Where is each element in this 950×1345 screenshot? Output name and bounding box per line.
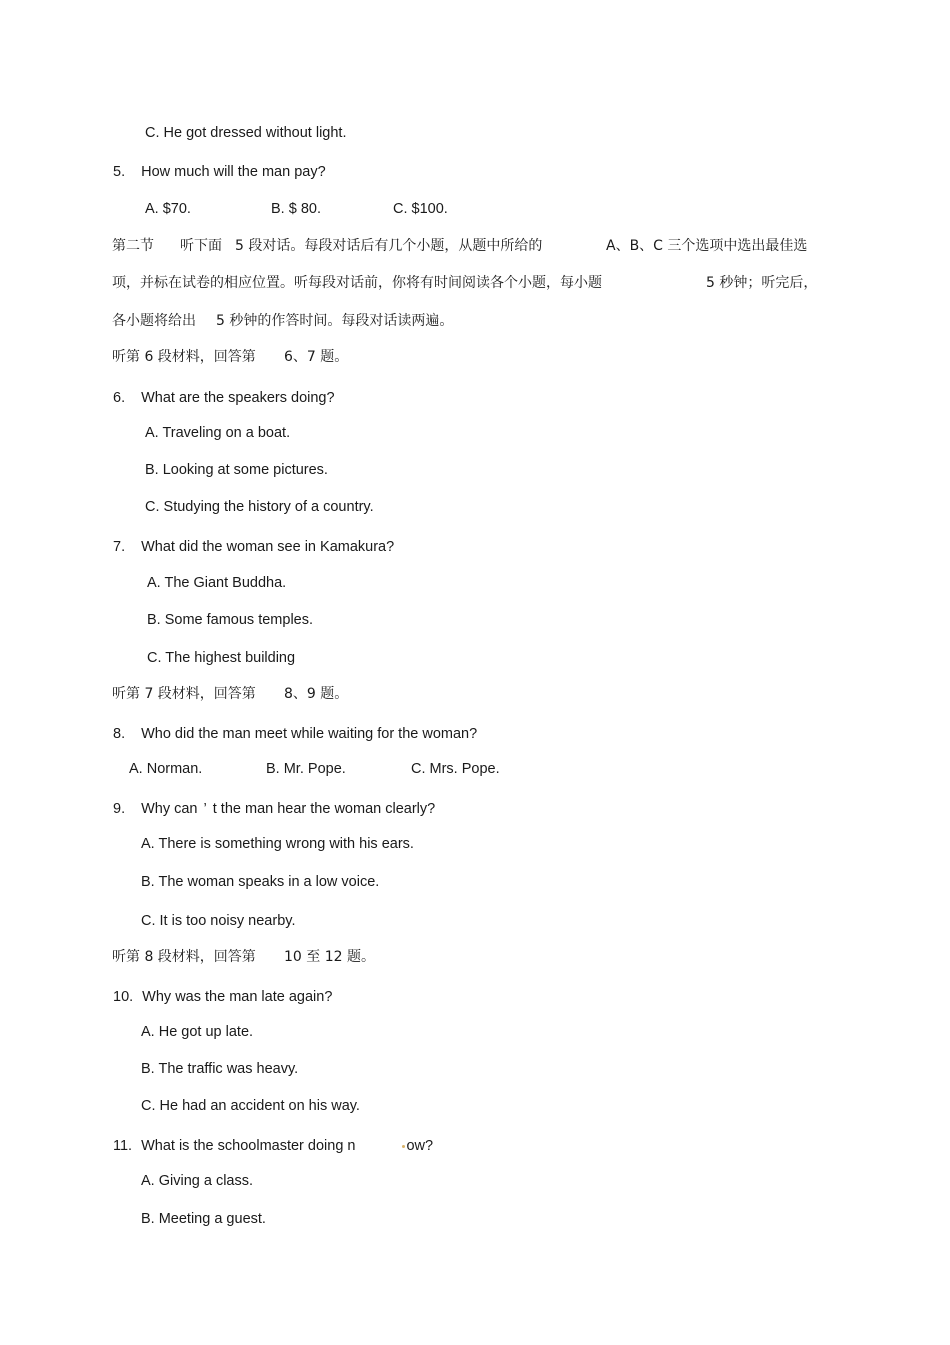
q5-text: How much will the man pay? <box>141 164 326 180</box>
q11-text-b: ow? <box>406 1138 434 1154</box>
directions-8-a: 听第 8 段材料，回答第 <box>112 949 256 965</box>
q8-option-c: C. Mrs. Pope. <box>411 761 500 777</box>
q9-option-c: C. It is too noisy nearby. <box>141 913 296 929</box>
q6-text: What are the speakers doing? <box>141 390 335 406</box>
q7-option-c: C. The highest building <box>147 650 296 666</box>
q8-option-b: B. Mr. Pope. <box>266 761 346 777</box>
q7-option-b: B. Some famous temples. <box>147 612 314 628</box>
q8-number: 8. <box>113 726 126 742</box>
q10-number: 10. <box>113 989 134 1005</box>
q11-number: 11. <box>113 1138 133 1154</box>
directions-7-a: 听第 7 段材料，回答第 <box>112 686 256 702</box>
directions-6-a: 听第 6 段材料，回答第 <box>112 349 256 365</box>
q10-option-b: B. The traffic was heavy. <box>141 1061 299 1077</box>
q11-text-a: What is the schoolmaster doing n <box>141 1138 356 1154</box>
section2-line3-b: 5 秒钟的作答时间。每段对话读两遍。 <box>216 313 454 329</box>
section2-line3-a: 各小题将给出 <box>112 313 196 329</box>
q9-apostrophe: ’ <box>203 801 207 817</box>
q10-option-a: A. He got up late. <box>141 1024 254 1040</box>
q11-option-a: A. Giving a class. <box>141 1173 254 1189</box>
section2-line1-d: A、B、C 三个选项中选出最佳选 <box>606 238 808 254</box>
q11-option-b: B. Meeting a guest. <box>141 1211 266 1227</box>
section2-line2-b: 5 秒钟；听完后， <box>706 275 818 291</box>
q5-question <box>113 163 326 181</box>
q9-text-b: t the man hear the woman clearly? <box>212 801 436 817</box>
q5-option-c: C. $100. <box>393 201 448 217</box>
section2-line2-a: 项，并标在试卷的相应位置。听每段对话前，你将有时间阅读各个小题，每小题 <box>112 275 602 291</box>
q11-question <box>113 1137 433 1155</box>
q5-number: 5. <box>113 164 126 180</box>
q8-option-a: A. Norman. <box>129 761 203 777</box>
q5-option-a: A. $70. <box>145 201 191 217</box>
directions-8-b: 10 至 12 题。 <box>284 949 375 965</box>
q8-question <box>113 725 477 743</box>
directions-6-b: 6、7 题。 <box>284 349 349 365</box>
q7-text: What did the woman see in Kamakura? <box>141 539 395 555</box>
q7-question <box>113 538 394 556</box>
section2-title: 第二节 <box>112 238 154 254</box>
q9-option-b: B. The woman speaks in a low voice. <box>141 874 380 890</box>
q9-option-a: A. There is something wrong with his ears. <box>141 836 414 852</box>
section2-line1-b: 听下面 <box>180 238 222 254</box>
q4-option-c: C. He got dressed without light. <box>145 125 347 141</box>
q10-option-c: C. He had an accident on his way. <box>141 1098 360 1114</box>
q7-option-a: A. The Giant Buddha. <box>147 575 287 591</box>
q6-option-b: B. Looking at some pictures. <box>145 462 328 478</box>
q7-number: 7. <box>113 539 126 555</box>
q8-text: Who did the man meet while waiting for the woman? <box>141 726 478 742</box>
q5-option-b: B. $ 80. <box>271 201 321 217</box>
q9-question <box>113 800 435 818</box>
q10-question <box>113 988 332 1006</box>
q6-option-a: A. Traveling on a boat. <box>145 425 291 441</box>
q6-number: 6. <box>113 390 126 406</box>
q6-question <box>113 389 335 407</box>
q9-number: 9. <box>113 801 126 817</box>
directions-7-b: 8、9 题。 <box>284 686 349 702</box>
q6-option-c: C. Studying the history of a country. <box>145 499 374 515</box>
section2-line1-c: 5 段对话。每段对话后有几个小题，从题中所给的 <box>235 238 543 254</box>
q10-text: Why was the man late again? <box>142 989 333 1005</box>
q9-text-a: Why can <box>141 801 198 817</box>
